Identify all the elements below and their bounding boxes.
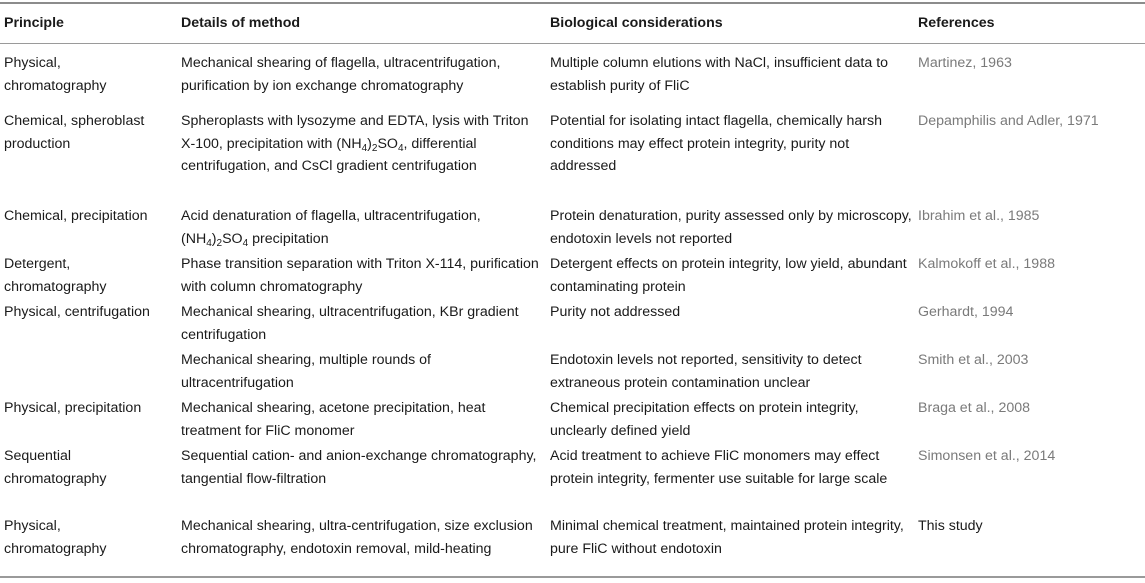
- details-cell: Phase transition separation with Triton X-114, purification with column chromatography: [181, 256, 539, 295]
- table-row: [0, 346, 1145, 394]
- details-text: Acid denaturation of flagella, ultracentrifugation, (NH: [181, 208, 481, 247]
- biological-cell: Detergent effects on protein integrity, low yield, abundant contaminating protein: [550, 256, 907, 295]
- reference-link[interactable]: Smith et al., 2003: [918, 352, 1029, 368]
- details-cell: Mechanical shearing, multiple rounds of ultracentrifugation: [181, 352, 431, 391]
- table-row: [0, 442, 1145, 512]
- biological-cell: Multiple column elutions with NaCl, insufficient data to establish purity of FliC: [550, 55, 889, 94]
- table-row: [0, 44, 1145, 110]
- reference-link[interactable]: Depamphilis and Adler, 1971: [918, 113, 1099, 129]
- subscript: 2: [371, 142, 378, 154]
- header-row: [0, 4, 1145, 44]
- methods-table: [0, 2, 1145, 582]
- principle-cell: Physical, centrifugation: [4, 304, 150, 320]
- subscript: 4: [206, 237, 212, 249]
- principle-cell: Physical, chromatography: [4, 518, 107, 557]
- details-text: Spheroplasts with lysozyme and EDTA, lysis with Triton X-100, precipitation with (NH: [181, 113, 529, 152]
- details-cell: Mechanical shearing of flagella, ultracentrifugation, purification by ion exchange chromatography: [181, 55, 501, 94]
- details-text: precipitation: [248, 230, 329, 247]
- header-biological: Biological considerations: [550, 15, 723, 32]
- details-cell: Mechanical shearing, ultra-centrifugation, size exclusion chromatography, endotoxin removal, mild-heating: [181, 518, 533, 557]
- principle-cell: Sequential chromatography: [4, 448, 107, 487]
- subscript: 4: [397, 142, 404, 154]
- biological-cell: Endotoxin levels not reported, sensitivity to detect extraneous protein contamination unclear: [550, 352, 862, 391]
- principle-cell: Chemical, spheroblast production: [4, 113, 145, 152]
- details-text: , differential centrifugation, and CsCl gradient centrifugation: [181, 135, 477, 174]
- reference-link[interactable]: Kalmokoff et al., 1988: [918, 256, 1055, 272]
- header-references: References: [918, 15, 995, 32]
- biological-cell: Acid treatment to achieve FliC monomers may effect protein integrity, fermenter use suitable for large scale: [550, 448, 888, 487]
- details-text: ): [211, 230, 217, 247]
- details-cell: [160, 110, 545, 202]
- biological-cell: Minimal chemical treatment, maintained protein integrity, pure FliC without endotoxin: [550, 518, 904, 557]
- principle-cell: Physical, precipitation: [4, 400, 142, 416]
- reference-link[interactable]: Braga et al., 2008: [918, 400, 1031, 416]
- subscript: 4: [242, 237, 249, 249]
- table-row: [0, 202, 1145, 250]
- details-text: ): [367, 135, 372, 152]
- details-cell: Sequential cation- and anion-exchange chromatography, tangential flow-filtration: [181, 448, 537, 487]
- principle-cell: Chemical, precipitation: [4, 208, 148, 224]
- bottom-rule: [0, 576, 1145, 578]
- principle-cell: Physical, chromatography: [4, 55, 107, 94]
- details-text: SO: [222, 230, 243, 247]
- principle-cell: [0, 349, 160, 394]
- details-text: SO: [377, 135, 398, 152]
- biological-cell: Protein denaturation, purity assessed only by microscopy, endotoxin levels not reported: [550, 208, 912, 247]
- details-cell: Mechanical shearing, acetone precipitation, heat treatment for FliC monomer: [181, 400, 486, 439]
- header-details: Details of method: [181, 15, 301, 32]
- header-principle: Principle: [4, 15, 64, 32]
- table-row: [0, 250, 1145, 298]
- reference-link[interactable]: Simonsen et al., 2014: [918, 448, 1056, 464]
- biological-cell: Potential for isolating intact flagella, chemically harsh conditions may effect protein integrity, purity not addressed: [550, 113, 882, 174]
- reference-link[interactable]: Martinez, 1963: [918, 55, 1012, 71]
- table-row: [0, 512, 1145, 582]
- reference-link[interactable]: Ibrahim et al., 1985: [918, 208, 1040, 224]
- details-cell: Mechanical shearing, ultracentrifugation, KBr gradient centrifugation: [181, 304, 519, 343]
- subscript: 2: [216, 237, 223, 249]
- table-row: [0, 394, 1145, 442]
- biological-cell: Chemical precipitation effects on protein integrity, unclearly defined yield: [550, 400, 859, 439]
- reference-text: This study: [918, 518, 983, 534]
- biological-cell: Purity not addressed: [550, 304, 681, 320]
- table-row: [0, 298, 1145, 346]
- details-cell: [160, 205, 545, 250]
- reference-link[interactable]: Gerhardt, 1994: [918, 304, 1014, 320]
- principle-cell: Detergent, chromatography: [4, 256, 107, 295]
- table-row: [0, 110, 1145, 202]
- subscript: 4: [361, 142, 368, 154]
